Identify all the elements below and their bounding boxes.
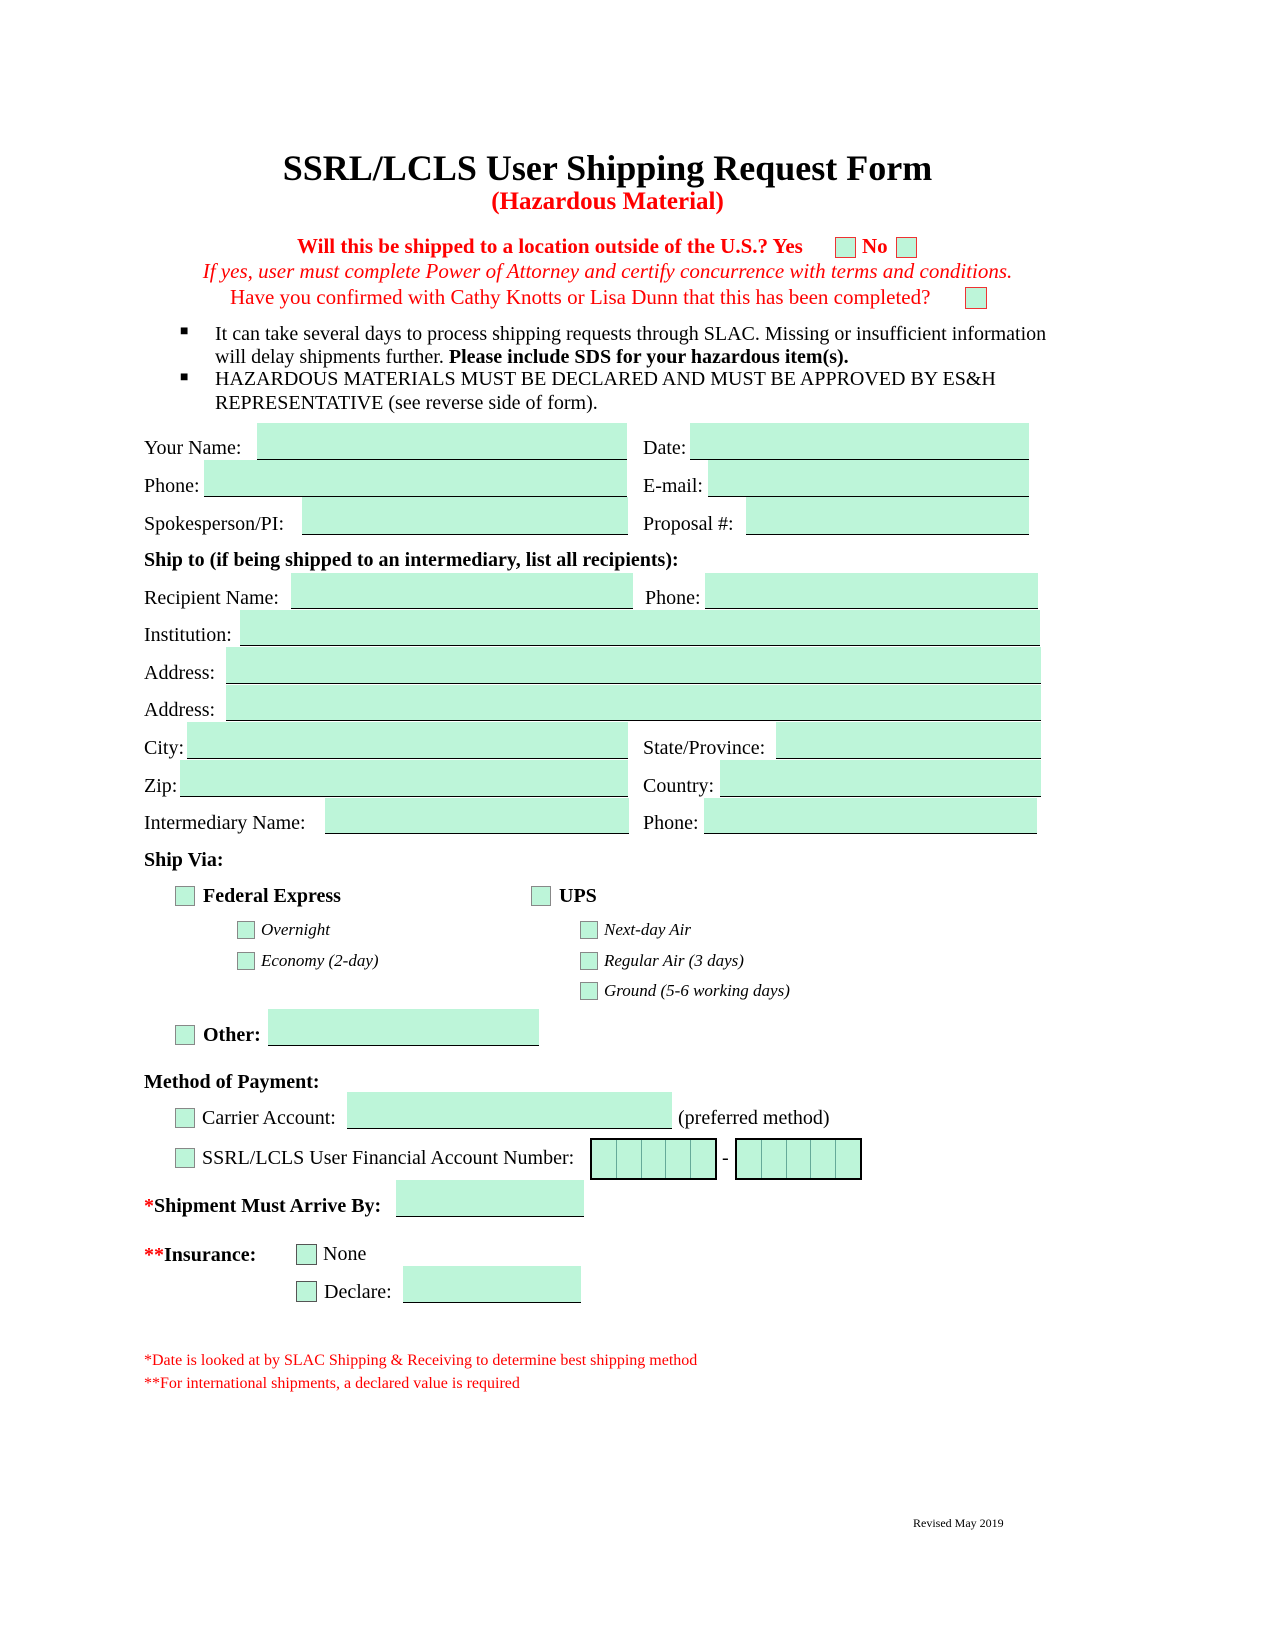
insurance-none-label: None bbox=[323, 1243, 367, 1265]
payment-heading: Method of Payment: bbox=[144, 1071, 320, 1093]
ups-regular-label: Regular Air (3 days) bbox=[604, 951, 744, 970]
insurance-text: Insurance: bbox=[164, 1244, 257, 1266]
revision-date: Revised May 2019 bbox=[913, 1516, 1004, 1530]
bullet2-line1: HAZARDOUS MATERIALS MUST BE DECLARED AND MUST BE APPROVED BY ES&H bbox=[215, 368, 996, 390]
institution-input[interactable] bbox=[240, 610, 1040, 646]
fedex-economy-checkbox[interactable] bbox=[237, 952, 255, 970]
address2-input[interactable] bbox=[226, 685, 1041, 721]
insurance-label bbox=[144, 1244, 256, 1267]
arrive-label bbox=[144, 1195, 381, 1218]
zip-input[interactable] bbox=[180, 760, 628, 797]
bullet1-text: will delay shipments further. bbox=[215, 346, 444, 368]
intl-yes-checkbox[interactable] bbox=[835, 237, 856, 258]
intermediary-phone-input[interactable] bbox=[704, 798, 1037, 834]
fedex-label: Federal Express bbox=[203, 885, 341, 907]
your-name-input[interactable] bbox=[257, 423, 627, 460]
phone-input[interactable] bbox=[204, 460, 627, 497]
city-label: City: bbox=[144, 737, 185, 759]
confirm-checkbox[interactable] bbox=[965, 287, 987, 309]
footnote-date: *Date is looked at by SLAC Shipping & Receiving to determine best shipping method bbox=[144, 1352, 698, 1369]
financial-dash: - bbox=[722, 1147, 729, 1169]
ups-next-label: Next-day Air bbox=[604, 920, 692, 939]
fedex-economy-label: Economy (2-day) bbox=[261, 951, 379, 970]
recipient-input[interactable] bbox=[291, 573, 633, 609]
bullet1-line2 bbox=[215, 346, 849, 369]
email-input[interactable] bbox=[708, 460, 1029, 497]
bullet1-bold: Please include SDS for your hazardous item(s). bbox=[448, 346, 849, 368]
email-label: E-mail: bbox=[643, 475, 703, 497]
address1-input[interactable] bbox=[226, 647, 1041, 684]
recipient-label: Recipient Name: bbox=[144, 587, 279, 609]
ship-via-heading: Ship Via: bbox=[144, 849, 224, 871]
form-subtitle: (Hazardous Material) bbox=[491, 188, 724, 215]
ship-to-heading: Ship to (if being shipped to an intermediary, list all recipients): bbox=[144, 549, 679, 571]
carrier-checkbox[interactable] bbox=[175, 1108, 195, 1128]
carrier-label: Carrier Account: bbox=[202, 1107, 336, 1129]
arrive-by-input[interactable] bbox=[396, 1180, 584, 1217]
ups-label: UPS bbox=[559, 885, 597, 907]
fedex-overnight-checkbox[interactable] bbox=[237, 921, 255, 939]
financial-checkbox[interactable] bbox=[175, 1148, 195, 1168]
proposal-input[interactable] bbox=[746, 497, 1029, 535]
recipient-phone-input[interactable] bbox=[705, 573, 1038, 609]
intl-question: Will this be shipped to a location outside of the U.S.? Yes bbox=[297, 234, 803, 258]
insurance-none-checkbox[interactable] bbox=[296, 1244, 317, 1265]
other-label: Other: bbox=[203, 1024, 261, 1046]
state-input[interactable] bbox=[776, 722, 1041, 759]
insurance-star: ** bbox=[144, 1244, 164, 1266]
ups-checkbox[interactable] bbox=[531, 886, 551, 906]
other-input[interactable] bbox=[268, 1009, 539, 1046]
spokesperson-label: Spokesperson/PI: bbox=[144, 513, 284, 535]
financial-account-part2[interactable] bbox=[735, 1138, 862, 1180]
intl-note: If yes, user must complete Power of Attorney and certify concurrence with terms and conditions. bbox=[202, 259, 1013, 283]
financial-label: SSRL/LCLS User Financial Account Number: bbox=[202, 1147, 575, 1169]
country-input[interactable] bbox=[720, 760, 1041, 797]
city-input[interactable] bbox=[187, 722, 628, 759]
ups-next-checkbox[interactable] bbox=[580, 921, 598, 939]
intl-no-checkbox[interactable] bbox=[896, 237, 917, 258]
state-label: State/Province: bbox=[643, 737, 766, 759]
intermediary-input[interactable] bbox=[325, 798, 629, 834]
address2-label: Address: bbox=[144, 699, 216, 721]
form-title: SSRL/LCLS User Shipping Request Form bbox=[282, 148, 933, 188]
fedex-checkbox[interactable] bbox=[175, 886, 195, 906]
intl-no-label: No bbox=[862, 234, 888, 258]
intermediary-phone-label: Phone: bbox=[643, 812, 699, 834]
date-input[interactable] bbox=[690, 423, 1029, 460]
preferred-note: (preferred method) bbox=[678, 1107, 830, 1129]
arrive-star: * bbox=[144, 1195, 154, 1217]
country-label: Country: bbox=[643, 775, 715, 797]
ups-ground-checkbox[interactable] bbox=[580, 982, 598, 1000]
insurance-declare-input[interactable] bbox=[403, 1266, 581, 1303]
other-checkbox[interactable] bbox=[175, 1025, 195, 1045]
footnote-insurance: **For international shipments, a declared value is required bbox=[144, 1375, 520, 1392]
zip-label: Zip: bbox=[144, 775, 178, 797]
institution-label: Institution: bbox=[144, 624, 232, 646]
bullet1-line1: It can take several days to process shipping requests through SLAC. Missing or insufficient information bbox=[215, 323, 1047, 345]
address1-label: Address: bbox=[144, 662, 216, 684]
ups-regular-checkbox[interactable] bbox=[580, 952, 598, 970]
bullet-icon: ■ bbox=[180, 370, 189, 385]
insurance-declare-checkbox[interactable] bbox=[296, 1281, 317, 1302]
spokesperson-input[interactable] bbox=[302, 497, 628, 535]
carrier-input[interactable] bbox=[347, 1092, 672, 1129]
confirm-question: Have you confirmed with Cathy Knotts or Lisa Dunn that this has been completed? bbox=[230, 285, 931, 309]
phone-label: Phone: bbox=[144, 475, 200, 497]
insurance-declare-label: Declare: bbox=[324, 1281, 392, 1303]
proposal-label: Proposal #: bbox=[643, 513, 734, 535]
bullet2-line2: REPRESENTATIVE (see reverse side of form). bbox=[215, 392, 598, 414]
ups-ground-label: Ground (5-6 working days) bbox=[604, 981, 790, 1000]
financial-account-part1[interactable] bbox=[590, 1138, 717, 1180]
fedex-overnight-label: Overnight bbox=[261, 920, 330, 939]
your-name-label: Your Name: bbox=[144, 437, 242, 459]
recipient-phone-label: Phone: bbox=[645, 587, 701, 609]
bullet-icon: ■ bbox=[180, 324, 189, 339]
intermediary-label: Intermediary Name: bbox=[144, 812, 306, 834]
date-label: Date: bbox=[643, 437, 687, 459]
arrive-text: Shipment Must Arrive By: bbox=[154, 1195, 382, 1217]
